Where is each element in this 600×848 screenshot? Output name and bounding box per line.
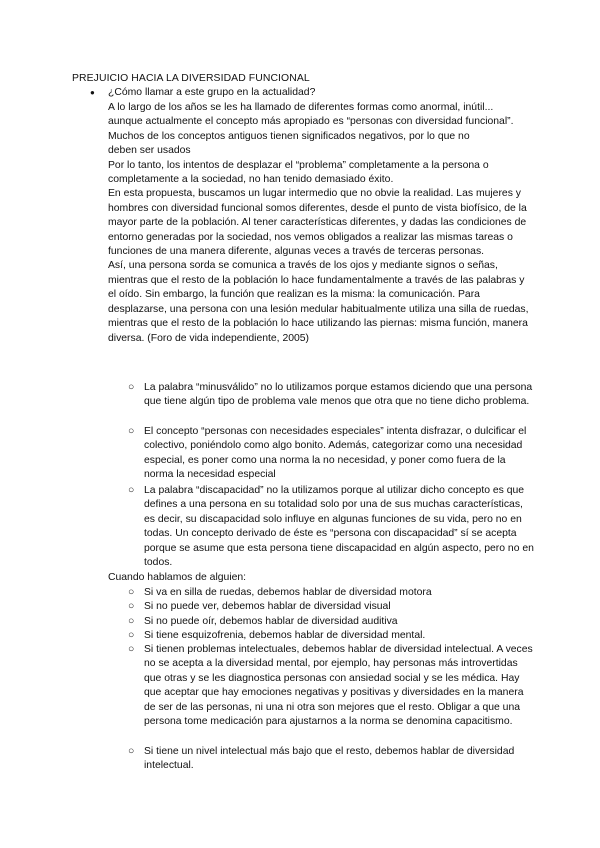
section-question: ¿Cómo llamar a este grupo en la actualidad?: [108, 87, 316, 98]
list-item-term: El concepto “personas con necesidades especiales” intenta disfrazar, o dulcificar el colectivo, poniéndolo como algo bonito. Además, categorizar como una necesidad especial, es poner como una norma la no necesidad, y poner como fuera de la norma la necesidad especial: [144, 426, 527, 481]
list-item-case: Si no puede oír, debemos hablar de diversidad auditiva: [144, 616, 398, 627]
list-item-term: La palabra “minusválido” no lo utilizamos porque estamos diciendo que una persona que tiene algún tipo de problema vale menos que otra que no tiene dicho problema.: [144, 382, 533, 408]
list-item-case: Si va en silla de ruedas, debemos hablar de diversidad motora: [144, 587, 432, 598]
sub-bullet-icon: ○: [128, 746, 135, 757]
paragraph: En esta propuesta, buscamos un lugar intermedio que no obvie la realidad. Las mujeres y hombres con diversidad funcional somos diferentes, desde el punto de vista biofísico, de la mayor parte de la población. Al tener características diferentes, y dadas las condiciones de entorno generadas por la sociedad, nos vemos obligados a realizar las mismas tareas o funciones de una manera diferente, algunas veces a través de terceras personas.: [108, 188, 527, 258]
sub-bullet-icon: ○: [128, 382, 135, 393]
sub-bullet-icon: ○: [128, 616, 135, 627]
paragraph: Así, una persona sorda se comunica a través de los ojos y mediante signos o señas, mientras que el resto de la población lo hace fundamentalmente a través de las palabras y el oído. Sin embargo, la función que realizan es la misma: la comunicación. Para desplazarse, una persona con una lesión medular habitualmente utiliza una silla de ruedas, mientras que el resto de la población lo hace utilizando las piernas: misma función, manera diversa. (Foro de vida independiente, 2005): [108, 260, 529, 344]
paragraph: A lo largo de los años se les ha llamado de diferentes formas como anormal, inútil... aunque actualmente el concepto más apropiado es “personas con diversidad funcional”.: [108, 102, 514, 128]
sub-bullet-icon: ○: [128, 587, 135, 598]
list-item-case: Si tienen problemas intelectuales, debemos hablar de diversidad intelectual. A veces no se acepta a la diversidad mental, por ejemplo, hay personas más introvertidas que otras y se les diagnostica personas con ansiedad social y se les médica. Hay que aceptar que hay emociones negativas y positivas y diversidades en la manera de ser de las personas, ni una ni otra son mejores que el resto. Obligar a que una persona tome medicación para ajustarnos a la norma se denomina capacitismo.: [144, 644, 533, 728]
list-item-case: Si no puede ver, debemos hablar de diversidad visual: [144, 601, 391, 612]
list-item-term: La palabra “discapacidad” no la utilizamos porque al utilizar dicho concepto es que defines a una persona en su totalidad solo por una de sus muchas características, es decir, su discapacidad solo influye en algunas funciones de su vida, pero no en todas. Un concepto derivado de éste es “persona con discapacidad” sí se acepta porque se asume que esta persona tiene discapacidad en algún aspecto, pero no en todos.: [144, 485, 534, 569]
paragraph: Muchos de los conceptos antiguos tienen significados negativos, por lo que no deben ser usados: [108, 130, 470, 157]
sub-bullet-icon: ○: [128, 426, 135, 437]
sub-bullet-icon: ○: [128, 644, 135, 655]
body-text: [108, 101, 530, 346]
sub-bullet-icon: ○: [128, 485, 135, 496]
page-title: PREJUICIO HACIA LA DIVERSIDAD FUNCIONAL: [72, 73, 310, 84]
sub-bullet-icon: ○: [128, 601, 135, 612]
list-item-case: Si tiene un nivel intelectual más bajo que el resto, debemos hablar de diversidad intelectual.: [144, 746, 515, 772]
bullet-icon: ●: [90, 88, 95, 97]
list-item-case: Si tiene esquizofrenia, debemos hablar de diversidad mental.: [144, 630, 426, 641]
cases-intro: Cuando hablamos de alguien:: [108, 572, 247, 583]
sub-bullet-icon: ○: [128, 630, 135, 641]
paragraph: Por lo tanto, los intentos de desplazar el “problema” completamente a la persona o completamente a la sociedad, no han tenido demasiado éxito.: [108, 159, 489, 186]
